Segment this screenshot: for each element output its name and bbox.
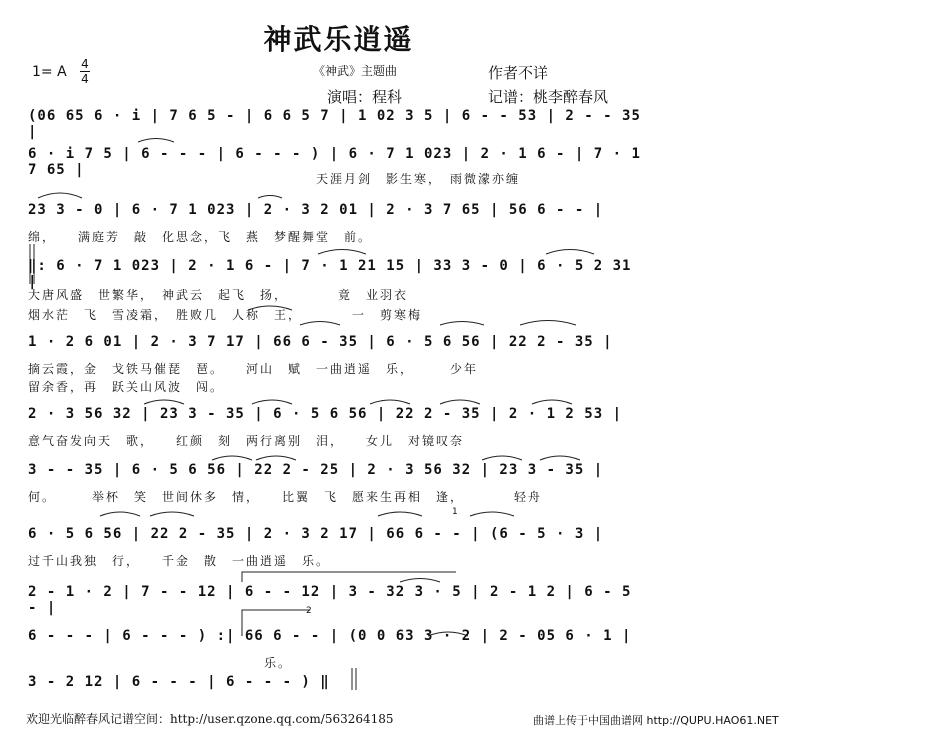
volta-label: 1 (452, 507, 458, 517)
composer: 作者不详 (488, 64, 549, 82)
score-line: 2 · 3 56 32 | 23 3 - 35 | 6 · 5 6 56 | 22 2 - 35 | 2 · 1 2 53 | (28, 406, 623, 422)
score-line: 6 - - - | 6 - - - ) :| 66 6 - - | (0 0 63 3 · 2 | 2 - 05 6 · 1 | (28, 628, 632, 644)
lyric-line: 何。 举杯 笑 世间休多 情， 比翼 飞 愿来生再相 逢， 轻舟 (28, 490, 543, 504)
page-title: 神武乐逍遥 (263, 23, 414, 56)
score-line: 1 · 2 6 01 | 2 · 3 7 17 | 66 6 - 35 | 6 · 5 6 56 | 22 2 - 35 | (28, 334, 613, 350)
lyric-line: 烟水茫 飞 雪凌霜， 胜败几 人称 王， 一 剪寒梅 (28, 308, 423, 322)
source-credit: 曲谱上传于中国曲谱网 http://QUPU.HAO61.NET (533, 714, 779, 727)
score-line: ‖: 6 · 7 1 023 | 2 · 1 6 - | 7 · 1 21 15 | 33 3 - 0 | 6 · 5 2 31 | (28, 258, 632, 290)
footer-text: 欢迎光临醉春风记谱空间：http://user.qzone.qq.com/563264185 (26, 712, 394, 726)
time-signature-bottom: 4 (81, 72, 89, 86)
subtitle: 《神武》主题曲 (313, 64, 398, 78)
transcriber: 记谱：桃李醉春风 (488, 88, 609, 106)
score-line: 2 - 1 · 2 | 7 - - 12 | 6 - - 12 | 3 - 32 3 · 5 | 2 - 1 2 | 6 - 5 - | (28, 584, 632, 616)
lyric-line: 过千山我独 行， 千金 散 一曲逍遥 乐。 (28, 554, 331, 568)
lyric-line: 摘云霞，金 戈铁马催琵 琶。 河山 赋 一曲逍遥 乐， 少年 (28, 362, 479, 376)
score-line: 6 · i 7 5 | 6 - - - | 6 - - - ) | 6 · 7 1 023 | 2 · 1 6 - | 7 · 1 7 65 | (28, 146, 641, 178)
lyric-line: 大唐风盛 世繁华， 神武云 起飞 扬， 竟 业羽衣 (28, 288, 409, 302)
score-line: 23 3 - 0 | 6 · 7 1 023 | 2 · 3 2 01 | 2 · 3 7 65 | 56 6 - - | (28, 202, 604, 218)
lyric-line: 乐。 (264, 656, 293, 670)
lyric-line: 天涯月剑 影生寒， 雨微濛亦缠 (316, 172, 521, 186)
score-line: 6 · 5 6 56 | 22 2 - 35 | 2 · 3 2 17 | 66 6 - - | (6 - 5 · 3 | (28, 526, 604, 542)
score-line: 3 - - 35 | 6 · 5 6 56 | 22 2 - 25 | 2 · 3 56 32 | 23 3 - 35 | (28, 462, 604, 478)
time-signature-top: 4 (81, 57, 89, 71)
singer: 演唱：程科 (327, 88, 403, 106)
lyric-line: 留余香，再 跃关山风波 闯。 (28, 380, 225, 394)
key-signature: 1= A (32, 64, 67, 80)
lyric-line: 绵， 满庭芳 敲 化思念，飞 燕 梦醒舞堂 前。 (28, 230, 373, 244)
time-signature (80, 58, 90, 85)
volta-label: 2 (306, 606, 312, 616)
score-line: (06 65 6 · i | 7 6 5 - | 6 6 5 7 | 1 02 3 5 | 6 - - 53 | 2 - - 35 | (28, 108, 641, 140)
lyric-line: 意气奋发向天 歌， 红颜 刻 两行离别 泪， 女儿 对镜叹奈 (28, 434, 465, 448)
score-line: 3 - 2 12 | 6 - - - | 6 - - - ) ‖ (28, 674, 330, 690)
